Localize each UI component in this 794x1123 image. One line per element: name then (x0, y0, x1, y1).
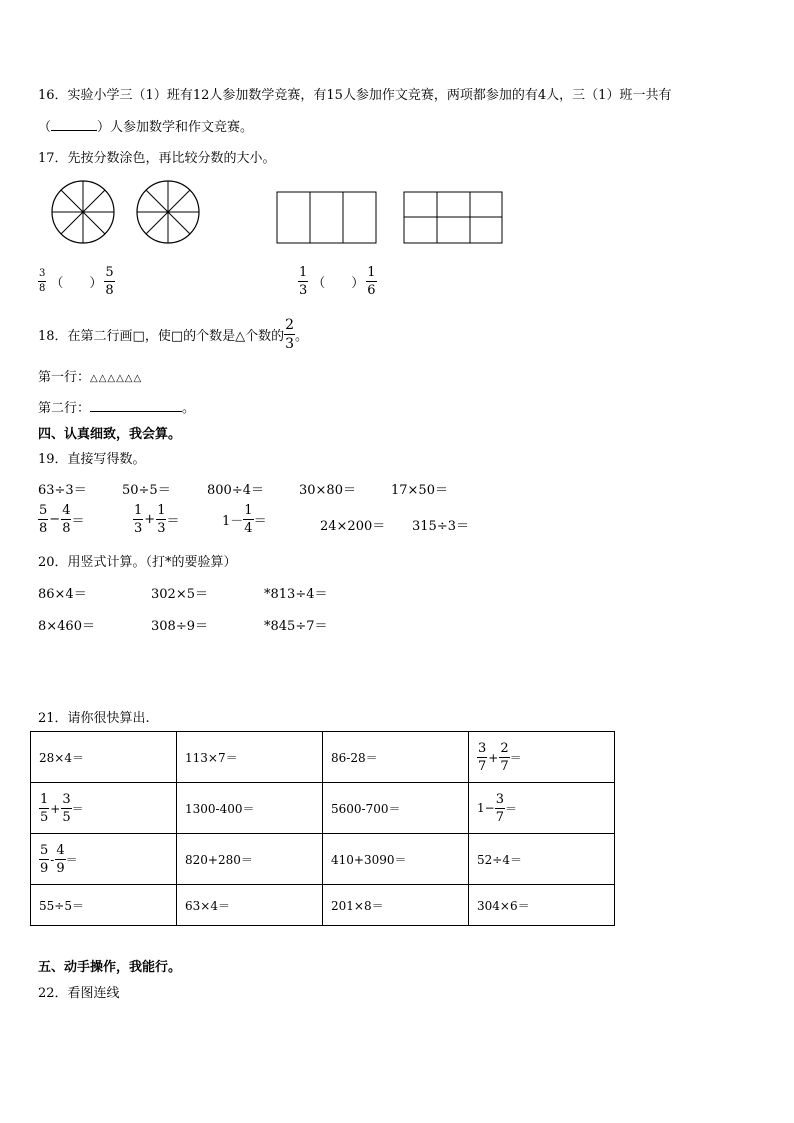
q19-title: 19．直接写得数。 (38, 452, 146, 467)
q20-item: 8×460＝ (38, 619, 95, 634)
row2-answer-blank[interactable] (90, 401, 182, 412)
q20-item: *813÷4＝ (264, 587, 328, 602)
table-cell: 820+280＝ (177, 834, 323, 885)
fraction-2-3: $\frac{2}{3}$ (285, 317, 295, 352)
row1-label: 第一行： (38, 370, 91, 385)
table-cell: 113×7＝ (177, 732, 323, 783)
rect-thirds[interactable] (277, 192, 376, 243)
q18-title (38, 318, 308, 351)
table-cell: 1300-400＝ (177, 783, 323, 834)
table-cell: $\frac{5}{9}$ - $\frac{4}{9}$ ＝ (31, 834, 177, 885)
q17-right-compare (298, 266, 377, 297)
q21-title: 21．请你很快算出. (38, 711, 150, 726)
q20-item: *845÷7＝ (264, 619, 328, 634)
table-cell: 1− $\frac{3}{7}$ ＝ (469, 783, 615, 834)
table-cell: 201×8＝ (323, 885, 469, 926)
q17-title: 17．先按分数涂色，再比较分数的大小。 (38, 151, 276, 166)
compare-paren[interactable]: （ ） (312, 276, 365, 291)
table-cell: 63×4＝ (177, 885, 323, 926)
q17-left-compare (38, 266, 115, 297)
table-cell: $\frac{1}{5}$ + $\frac{3}{5}$ ＝ (31, 783, 177, 834)
q16-answer-blank[interactable] (51, 120, 97, 131)
fraction-5-8: $\frac{5}{8}$ (105, 265, 114, 298)
row2-end: 。 (182, 401, 196, 416)
q19-item: 315÷3＝ (412, 519, 469, 534)
table-cell: 5600-700＝ (323, 783, 469, 834)
table-row (31, 885, 615, 926)
q19-fraction-expr: 1－ $\frac{1}{4}$ ＝ (222, 503, 267, 536)
table-row (31, 834, 615, 885)
q19-item: 50÷5＝ (122, 483, 171, 498)
q17-rectangles (276, 191, 508, 245)
q19-item: 63÷3＝ (38, 483, 87, 498)
q19-fraction-expr: $\frac{5}{8}$ − $\frac{4}{8}$ ＝ (39, 503, 85, 536)
circle-eighths-1[interactable] (52, 181, 114, 243)
table-cell: 304×6＝ (469, 885, 615, 926)
q17-circles (50, 180, 220, 246)
q16-line2 (38, 116, 253, 135)
q19-fraction-expr: $\frac{1}{3}$ + $\frac{1}{3}$ ＝ (134, 503, 180, 536)
q22-title: 22．看图连线 (38, 986, 120, 1001)
table-row (31, 732, 615, 783)
fraction-1-6: $\frac{1}{6}$ (367, 265, 376, 298)
table-cell: 410+3090＝ (323, 834, 469, 885)
q20-item: 302×5＝ (151, 587, 208, 602)
table-cell: $\frac{3}{7}$ + $\frac{2}{7}$ ＝ (469, 732, 615, 783)
section-4-heading: 四、认真细致，我会算。 (38, 427, 182, 442)
q19-item: 24×200＝ (320, 519, 386, 534)
fraction-3-8: $\frac{3}{8}$ (39, 268, 46, 294)
q16-line1: 16．实验小学三（1）班有12人参加数学竞赛，有15人参加作文竞赛，两项都参加的有4人，三（1）班一共有 (38, 88, 672, 103)
q18-row2 (38, 397, 195, 416)
q21-table (30, 731, 615, 926)
compare-paren[interactable]: （ ） (50, 276, 103, 291)
table-cell: 52÷4＝ (469, 834, 615, 885)
circle-eighths-2[interactable] (137, 181, 199, 243)
table-row (31, 783, 615, 834)
fraction-1-3: $\frac{1}{3}$ (299, 265, 308, 298)
q20-item: 308÷9＝ (151, 619, 208, 634)
q16-open-paren: （ (38, 120, 52, 135)
table-cell: 28×4＝ (31, 732, 177, 783)
q19-item: 800÷4＝ (207, 483, 264, 498)
q18-title-text: 18．在第二行画□，使□的个数是△个数的 (38, 329, 285, 344)
row2-label: 第二行： (38, 401, 91, 416)
table-cell: 86-28＝ (323, 732, 469, 783)
table-cell: 55÷5＝ (31, 885, 177, 926)
row1-triangles: △△△△△△ (90, 373, 143, 384)
rect-sixths[interactable] (404, 192, 502, 243)
q16-line2-text: ）人参加数学和作文竞赛。 (97, 120, 254, 135)
q18-title-end: 。 (295, 329, 309, 344)
q20-title: 20．用竖式计算。（打*的要验算） (38, 555, 237, 570)
q18-row1 (38, 366, 142, 385)
q19-item: 17×50＝ (391, 483, 448, 498)
q20-item: 86×4＝ (38, 587, 87, 602)
section-5-heading: 五、动手操作，我能行。 (38, 960, 182, 975)
q19-item: 30×80＝ (299, 483, 356, 498)
